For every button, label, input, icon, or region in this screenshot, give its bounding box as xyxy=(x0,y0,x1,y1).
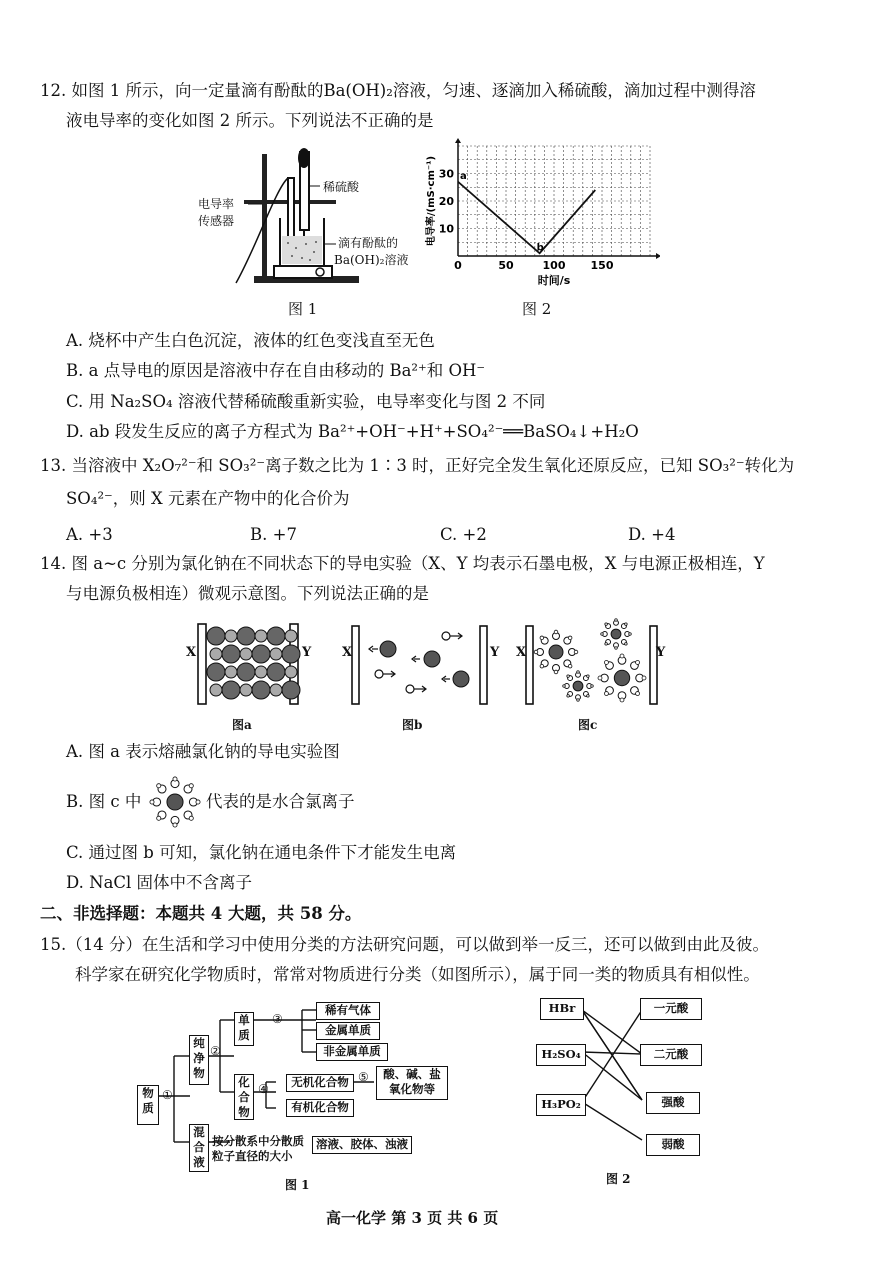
chart-axes xyxy=(455,138,660,259)
water-hydrogen xyxy=(554,670,558,674)
q14-option-c: C. 通过图 b 可知，氯化钠在通电条件下才能发生电离 xyxy=(66,843,457,862)
ion-core xyxy=(573,681,583,691)
sodium-ion xyxy=(210,648,222,660)
node-mixture: 混合液 xyxy=(189,1124,209,1172)
water-hydrogen xyxy=(615,619,618,622)
node-pure: 纯净物 xyxy=(189,1035,209,1085)
sodium-ion xyxy=(255,630,267,642)
inorganic-types-line2: 氧化物等 xyxy=(389,1082,435,1096)
node-inorganic-types xyxy=(376,1066,448,1100)
fig1-label-sensor-1: 电导率 xyxy=(198,197,235,211)
y-tick-label: 30 xyxy=(438,167,454,181)
x-tick-label: 150 xyxy=(590,259,614,272)
x-axis-arrow xyxy=(656,253,660,259)
water-hydrogen xyxy=(625,623,628,626)
node-nonmetal: 非金属单质 xyxy=(316,1043,388,1061)
point-a-label: a xyxy=(460,170,467,182)
chloride-ion xyxy=(207,627,225,645)
fig1-label-acid: 稀硫酸 xyxy=(323,180,360,194)
circle-5: ⑤ xyxy=(358,1070,369,1084)
water-hydrogen xyxy=(604,660,608,664)
disperse-criterion xyxy=(212,1134,304,1164)
circle-1: ① xyxy=(162,1088,173,1102)
node-dispersion-types: 溶液、胶体、浊液 xyxy=(312,1136,412,1154)
hydrated-chloride-icon xyxy=(146,774,204,830)
water-hydrogen xyxy=(629,633,632,636)
water-hydrogen xyxy=(601,633,604,636)
sodium-ion xyxy=(285,666,297,678)
node-element: 单质 xyxy=(234,1012,254,1046)
q13-option-b: B. +7 xyxy=(250,525,297,544)
fig1-label-sensor-2: 传感器 xyxy=(198,214,235,228)
q14-stem-line2: 与电源负极相连）微观示意图。下列说法正确的是 xyxy=(66,584,429,603)
circle-4: ④ xyxy=(258,1082,269,1096)
circle-2: ② xyxy=(210,1044,221,1058)
sodium-ion xyxy=(285,630,297,642)
node-compound: 化合物 xyxy=(234,1074,254,1120)
ion-core xyxy=(611,629,621,639)
water-hydrogen xyxy=(615,647,618,650)
water-hydrogen xyxy=(173,777,177,781)
chloride-ion xyxy=(222,645,240,663)
water-hydrogen xyxy=(157,816,161,820)
q12-stem-line1: 12. 如图 1 所示，向一定量滴有酚酞的Ba(OH)₂溶液，匀速、逐滴加入稀硫酸，滴加过程中测得溶 xyxy=(40,81,756,100)
water-hydrogen xyxy=(189,816,193,820)
acid-h3po2: H₃PO₂ xyxy=(536,1094,586,1116)
q13-option-d: D. +4 xyxy=(628,525,676,544)
q12-option-c: C. 用 Na₂SO₄ 溶液代替稀硫酸重新实验，电导率变化与图 2 不同 xyxy=(66,392,546,411)
sodium-ion xyxy=(270,684,282,696)
q14-option-b-prefix: B. 图 c 中 xyxy=(66,792,142,811)
water-hydrogen xyxy=(568,636,572,640)
chloride-ion xyxy=(252,681,270,699)
circle-3: ③ xyxy=(272,1012,283,1026)
ion-core xyxy=(167,794,183,810)
water-hydrogen xyxy=(625,643,628,646)
sodium-ion xyxy=(210,684,222,696)
q12-option-d: D. ab 段发生反应的离子方程式为 Ba²⁺+OH⁻+H⁺+SO₄²⁻══BaSO₄↓+H₂O xyxy=(66,422,639,441)
hydrated-ion-2 xyxy=(598,654,646,702)
ion-core xyxy=(614,670,629,685)
water-hydrogen xyxy=(157,784,161,788)
fig1-label-solution-1: 滴有酚酞的 xyxy=(338,236,399,250)
q14-option-d: D. NaCl 固体中不含离子 xyxy=(66,873,253,892)
y-tick-label: 10 xyxy=(438,222,454,236)
sodium-ion xyxy=(240,648,252,660)
y-axis-arrow xyxy=(455,138,461,143)
fig-a-x-label: X xyxy=(186,645,197,660)
water-hydrogen xyxy=(150,800,154,804)
q15-fig1-caption: 图 1 xyxy=(285,1178,310,1192)
chloride-ion xyxy=(222,681,240,699)
caption-fig-b: 图b xyxy=(402,718,423,732)
node-inorganic: 无机化合物 xyxy=(286,1074,354,1092)
conductivity-chart xyxy=(410,138,660,298)
water-hydrogen xyxy=(591,685,594,688)
fig-c-y-label: Y xyxy=(656,645,666,660)
water-hydrogen xyxy=(568,664,572,668)
sodium-ion xyxy=(240,684,252,696)
fig1-caption: 图 1 xyxy=(288,300,318,318)
node-noble-gas: 稀有气体 xyxy=(316,1002,380,1020)
inline-hydrated-ion xyxy=(150,777,200,827)
chloride-ion xyxy=(267,627,285,645)
fig-a-y-label: Y xyxy=(302,645,312,660)
q13-stem-line2: SO₄²⁻，则 X 元素在产物中的化合价为 xyxy=(66,489,350,508)
q15-fig2-caption: 图 2 xyxy=(606,1172,631,1186)
chloride-ion xyxy=(267,663,285,681)
water-hydrogen xyxy=(605,643,608,646)
sodium-ion xyxy=(255,666,267,678)
section-2-heading: 二、非选择题：本题共 4 大题，共 58 分。 xyxy=(40,904,362,923)
q14-micro-diagrams xyxy=(176,616,676,716)
x-tick-label: 100 xyxy=(542,259,566,272)
water-hydrogen xyxy=(567,695,570,698)
type-strong-acid: 强酸 xyxy=(646,1092,700,1114)
q12-option-a: A. 烧杯中产生白色沉淀，液体的红色变浅直至无色 xyxy=(66,331,435,350)
water-hydrogen xyxy=(196,800,200,804)
chart-grid xyxy=(458,146,650,256)
chloride-ion xyxy=(207,663,225,681)
sodium-ion xyxy=(270,648,282,660)
hydrated-ion-3 xyxy=(563,671,594,702)
fig1-label-solution-2: Ba(OH)₂溶液 xyxy=(334,253,409,267)
q14-option-b-suffix: 代表的是水合氯离子 xyxy=(206,792,355,811)
chloride-ion xyxy=(252,645,270,663)
type-weak-acid: 弱酸 xyxy=(646,1134,700,1156)
water-hydrogen xyxy=(604,692,608,696)
ion-core xyxy=(549,645,563,659)
chloride-ion xyxy=(282,681,300,699)
fig2-caption: 图 2 xyxy=(522,300,552,318)
chloride-ion xyxy=(282,645,300,663)
point-b-label: b xyxy=(536,242,544,254)
chloride-ion xyxy=(237,663,255,681)
caption-fig-c: 图c xyxy=(578,718,598,732)
water-hydrogen xyxy=(636,692,640,696)
water-hydrogen xyxy=(534,650,538,654)
water-hydrogen xyxy=(598,676,602,680)
x-tick-label: 0 xyxy=(454,259,462,272)
node-organic: 有机化合物 xyxy=(286,1099,354,1117)
x-tick-label: 50 xyxy=(498,259,514,272)
type-monoprotic: 一元酸 xyxy=(640,998,702,1020)
q15-stem-line1: 15.（14 分）在生活和学习中使用分类的方法研究问题，可以做到举一反三，还可以做到由此及彼。 xyxy=(40,935,769,954)
water-hydrogen xyxy=(587,695,590,698)
page-footer: 高一化学 第 3 页 共 6 页 xyxy=(326,1209,499,1227)
inorganic-types-line1: 酸、碱、盐 xyxy=(383,1067,441,1081)
water-hydrogen xyxy=(540,636,544,640)
hydrated-ion-4 xyxy=(601,619,632,650)
acid-hbr: HBr xyxy=(540,998,584,1020)
water-hydrogen xyxy=(620,654,624,658)
fig-c-x-label: X xyxy=(516,645,527,660)
water-hydrogen xyxy=(577,671,580,674)
water-hydrogen xyxy=(605,623,608,626)
water-hydrogen xyxy=(620,698,624,702)
chloride-ion xyxy=(237,627,255,645)
q15-stem-line2: 科学家在研究化学物质时，常常对物质进行分类（如图所示），属于同一类的物质具有相似性。 xyxy=(75,965,760,984)
q14-stem-line1: 14. 图 a~c 分别为氯化钠在不同状态下的导电实验（X、Y 均表示石墨电极，X 与电源正极相连，Y xyxy=(40,554,765,573)
q12-stem-line2: 液电导率的变化如图 2 所示。下列说法不正确的是 xyxy=(66,111,434,130)
water-hydrogen xyxy=(173,823,177,827)
disperse-line1: 按分散系中分散质 xyxy=(212,1134,304,1148)
fig-b-y-label: Y xyxy=(490,645,500,660)
q13-stem-line1: 13. 当溶液中 X₂O₇²⁻和 SO₃²⁻离子数之比为 1∶3 时，正好完全发生氧化还原反应，已知 SO₃²⁻转化为 xyxy=(40,456,795,475)
chart-ylabel: 电导率/(mS·cm⁻¹) xyxy=(426,155,437,247)
q13-option-c: C. +2 xyxy=(440,525,487,544)
water-hydrogen xyxy=(554,630,558,634)
water-hydrogen xyxy=(567,675,570,678)
q14-option-a: A. 图 a 表示熔融氯化钠的导电实验图 xyxy=(66,742,340,761)
water-hydrogen xyxy=(540,664,544,668)
water-hydrogen xyxy=(587,675,590,678)
chart-xlabel: 时间/s xyxy=(537,274,571,287)
water-hydrogen xyxy=(574,650,578,654)
water-hydrogen xyxy=(636,660,640,664)
type-diprotic: 二元酸 xyxy=(640,1044,702,1066)
node-metal: 金属单质 xyxy=(316,1022,380,1040)
water-hydrogen xyxy=(189,784,193,788)
q13-option-a: A. +3 xyxy=(66,525,113,544)
fig-b-x-label: X xyxy=(342,645,353,660)
caption-fig-a: 图a xyxy=(232,718,252,732)
water-hydrogen xyxy=(563,685,566,688)
node-matter: 物质 xyxy=(137,1085,159,1125)
water-hydrogen xyxy=(577,699,580,702)
acid-h2so4: H₂SO₄ xyxy=(536,1044,586,1066)
disperse-line2: 粒子直径的大小 xyxy=(212,1149,293,1163)
hydrated-ion-1 xyxy=(534,630,578,674)
water-hydrogen xyxy=(642,676,646,680)
sodium-ion xyxy=(225,666,237,678)
y-tick-label: 20 xyxy=(438,195,454,208)
q12-option-b: B. a 点导电的原因是溶液中存在自由移动的 Ba²⁺和 OH⁻ xyxy=(66,361,486,380)
sodium-ion xyxy=(225,630,237,642)
